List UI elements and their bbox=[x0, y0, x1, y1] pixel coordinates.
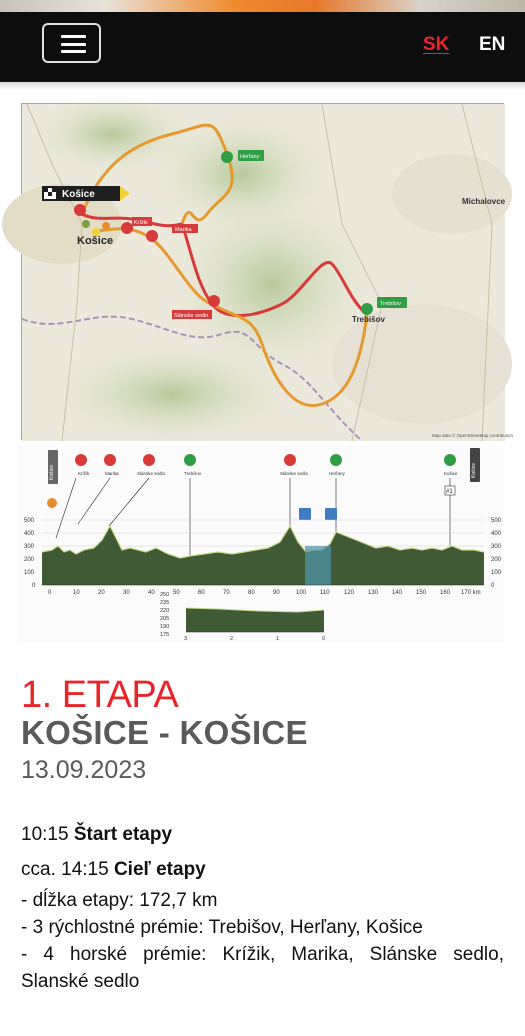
start-time: 10:15 bbox=[21, 824, 69, 845]
svg-text:235: 235 bbox=[160, 600, 170, 606]
svg-text:140: 140 bbox=[392, 590, 403, 596]
stage-route-map[interactable] bbox=[21, 103, 514, 440]
profile-y-axis-right bbox=[491, 518, 502, 589]
finish-time: cca. 14:15 bbox=[21, 859, 109, 880]
svg-text:50: 50 bbox=[173, 590, 180, 596]
profile-finish-label: Košice bbox=[471, 462, 477, 478]
svg-text:100: 100 bbox=[296, 590, 307, 596]
map-town-michalovce: Michalovce bbox=[462, 197, 506, 206]
stage-date: 13.09.2023 bbox=[21, 756, 147, 784]
profile-checkpoint-label: #1 bbox=[446, 489, 453, 495]
svg-text:400: 400 bbox=[491, 531, 502, 537]
profile-marker-label: Krížik bbox=[78, 471, 90, 476]
svg-text:130: 130 bbox=[368, 590, 379, 596]
svg-text:200: 200 bbox=[491, 557, 502, 563]
svg-text:30: 30 bbox=[123, 590, 130, 596]
stage-number-title: 1. ETAPA bbox=[21, 674, 179, 716]
svg-text:40: 40 bbox=[148, 590, 155, 596]
profile-y-axis-left bbox=[24, 518, 36, 589]
stage-mountains-continued: Slanské sedlo bbox=[21, 971, 140, 992]
svg-text:10: 10 bbox=[73, 590, 80, 596]
finish-label: Cieľ etapy bbox=[113, 859, 206, 880]
profile-x-axis bbox=[48, 590, 481, 596]
stage-mountains: - 4 horské prémie: Krížik, Marika, Slánske sedlo, bbox=[21, 944, 504, 965]
map-city-label: Košice bbox=[77, 235, 114, 247]
svg-text:100: 100 bbox=[491, 570, 502, 576]
menu-button[interactable] bbox=[42, 23, 101, 63]
svg-text:160: 160 bbox=[440, 590, 451, 596]
profile-marker-label: Herľany bbox=[329, 471, 345, 476]
map-climb-marika: Marika bbox=[175, 227, 192, 233]
svg-text:175: 175 bbox=[160, 632, 170, 638]
map-town-trebisov: Trebišov bbox=[352, 315, 385, 324]
svg-text:80: 80 bbox=[248, 590, 255, 596]
svg-text:250: 250 bbox=[160, 592, 170, 598]
svg-text:0: 0 bbox=[48, 590, 52, 596]
svg-text:220: 220 bbox=[160, 608, 170, 614]
map-climb-krizik: Krížik bbox=[134, 220, 148, 226]
svg-text:100: 100 bbox=[24, 570, 35, 576]
svg-text:170 km: 170 km bbox=[461, 590, 481, 596]
svg-text:60: 60 bbox=[198, 590, 205, 596]
stage-start-line bbox=[21, 821, 504, 848]
stage-length: - dĺžka etapy: 172,7 km bbox=[21, 890, 218, 911]
svg-text:70: 70 bbox=[223, 590, 230, 596]
svg-text:20: 20 bbox=[98, 590, 105, 596]
stage-finish-line bbox=[21, 856, 504, 883]
map-sprint-herlany: Herľany bbox=[240, 154, 260, 160]
site-header bbox=[0, 12, 525, 82]
svg-text:150: 150 bbox=[416, 590, 427, 596]
elevation-profile-graphic bbox=[18, 446, 505, 642]
svg-text:3: 3 bbox=[184, 636, 188, 642]
svg-text:300: 300 bbox=[491, 544, 502, 550]
svg-text:2: 2 bbox=[230, 636, 234, 642]
svg-text:0: 0 bbox=[491, 583, 495, 589]
svg-text:205: 205 bbox=[160, 616, 170, 622]
profile-marker-label: Marika bbox=[105, 471, 119, 476]
svg-text:400: 400 bbox=[24, 531, 35, 537]
svg-text:1: 1 bbox=[276, 636, 280, 642]
svg-text:120: 120 bbox=[344, 590, 355, 596]
mini-profile-x-axis bbox=[184, 636, 325, 642]
top-decorative-strip bbox=[0, 0, 525, 12]
mini-profile-y-axis bbox=[160, 592, 169, 638]
svg-text:90: 90 bbox=[273, 590, 280, 596]
map-start-finish-label: Košice bbox=[62, 189, 95, 200]
profile-marker-label: Košice bbox=[444, 471, 458, 476]
profile-marker-label: Slánske sedlo bbox=[137, 471, 166, 476]
map-sprint-trebisov: Trebišov bbox=[380, 301, 401, 307]
svg-text:300: 300 bbox=[24, 544, 35, 550]
svg-text:500: 500 bbox=[24, 518, 35, 524]
map-attribution: Map data © OpenStreetMap contributors bbox=[432, 433, 514, 438]
start-label: Štart etapy bbox=[73, 824, 173, 845]
profile-start-label: Košice bbox=[49, 464, 55, 480]
map-climb-slanske: Slánske sedlo bbox=[174, 313, 209, 319]
hamburger-icon bbox=[61, 35, 86, 38]
lang-en-link[interactable]: EN bbox=[479, 34, 506, 55]
stage-elevation-profile[interactable] bbox=[18, 446, 505, 642]
profile-marker-label: Trebišov bbox=[184, 471, 202, 476]
stage-route-title: KOŠICE - KOŠICE bbox=[21, 714, 308, 751]
svg-text:0: 0 bbox=[322, 636, 326, 642]
stage-sprints: - 3 rýchlostné prémie: Trebišov, Herľany, Košice bbox=[21, 917, 423, 938]
route-map-graphic bbox=[22, 104, 514, 441]
svg-text:110: 110 bbox=[320, 590, 330, 596]
svg-text:500: 500 bbox=[491, 518, 502, 524]
profile-marker-label: Slánske sedlo bbox=[280, 471, 309, 476]
lang-sk-link[interactable]: SK bbox=[423, 34, 450, 55]
svg-text:190: 190 bbox=[160, 624, 170, 630]
svg-text:200: 200 bbox=[24, 557, 35, 563]
header-shadow bbox=[0, 82, 525, 90]
svg-text:0: 0 bbox=[32, 583, 36, 589]
